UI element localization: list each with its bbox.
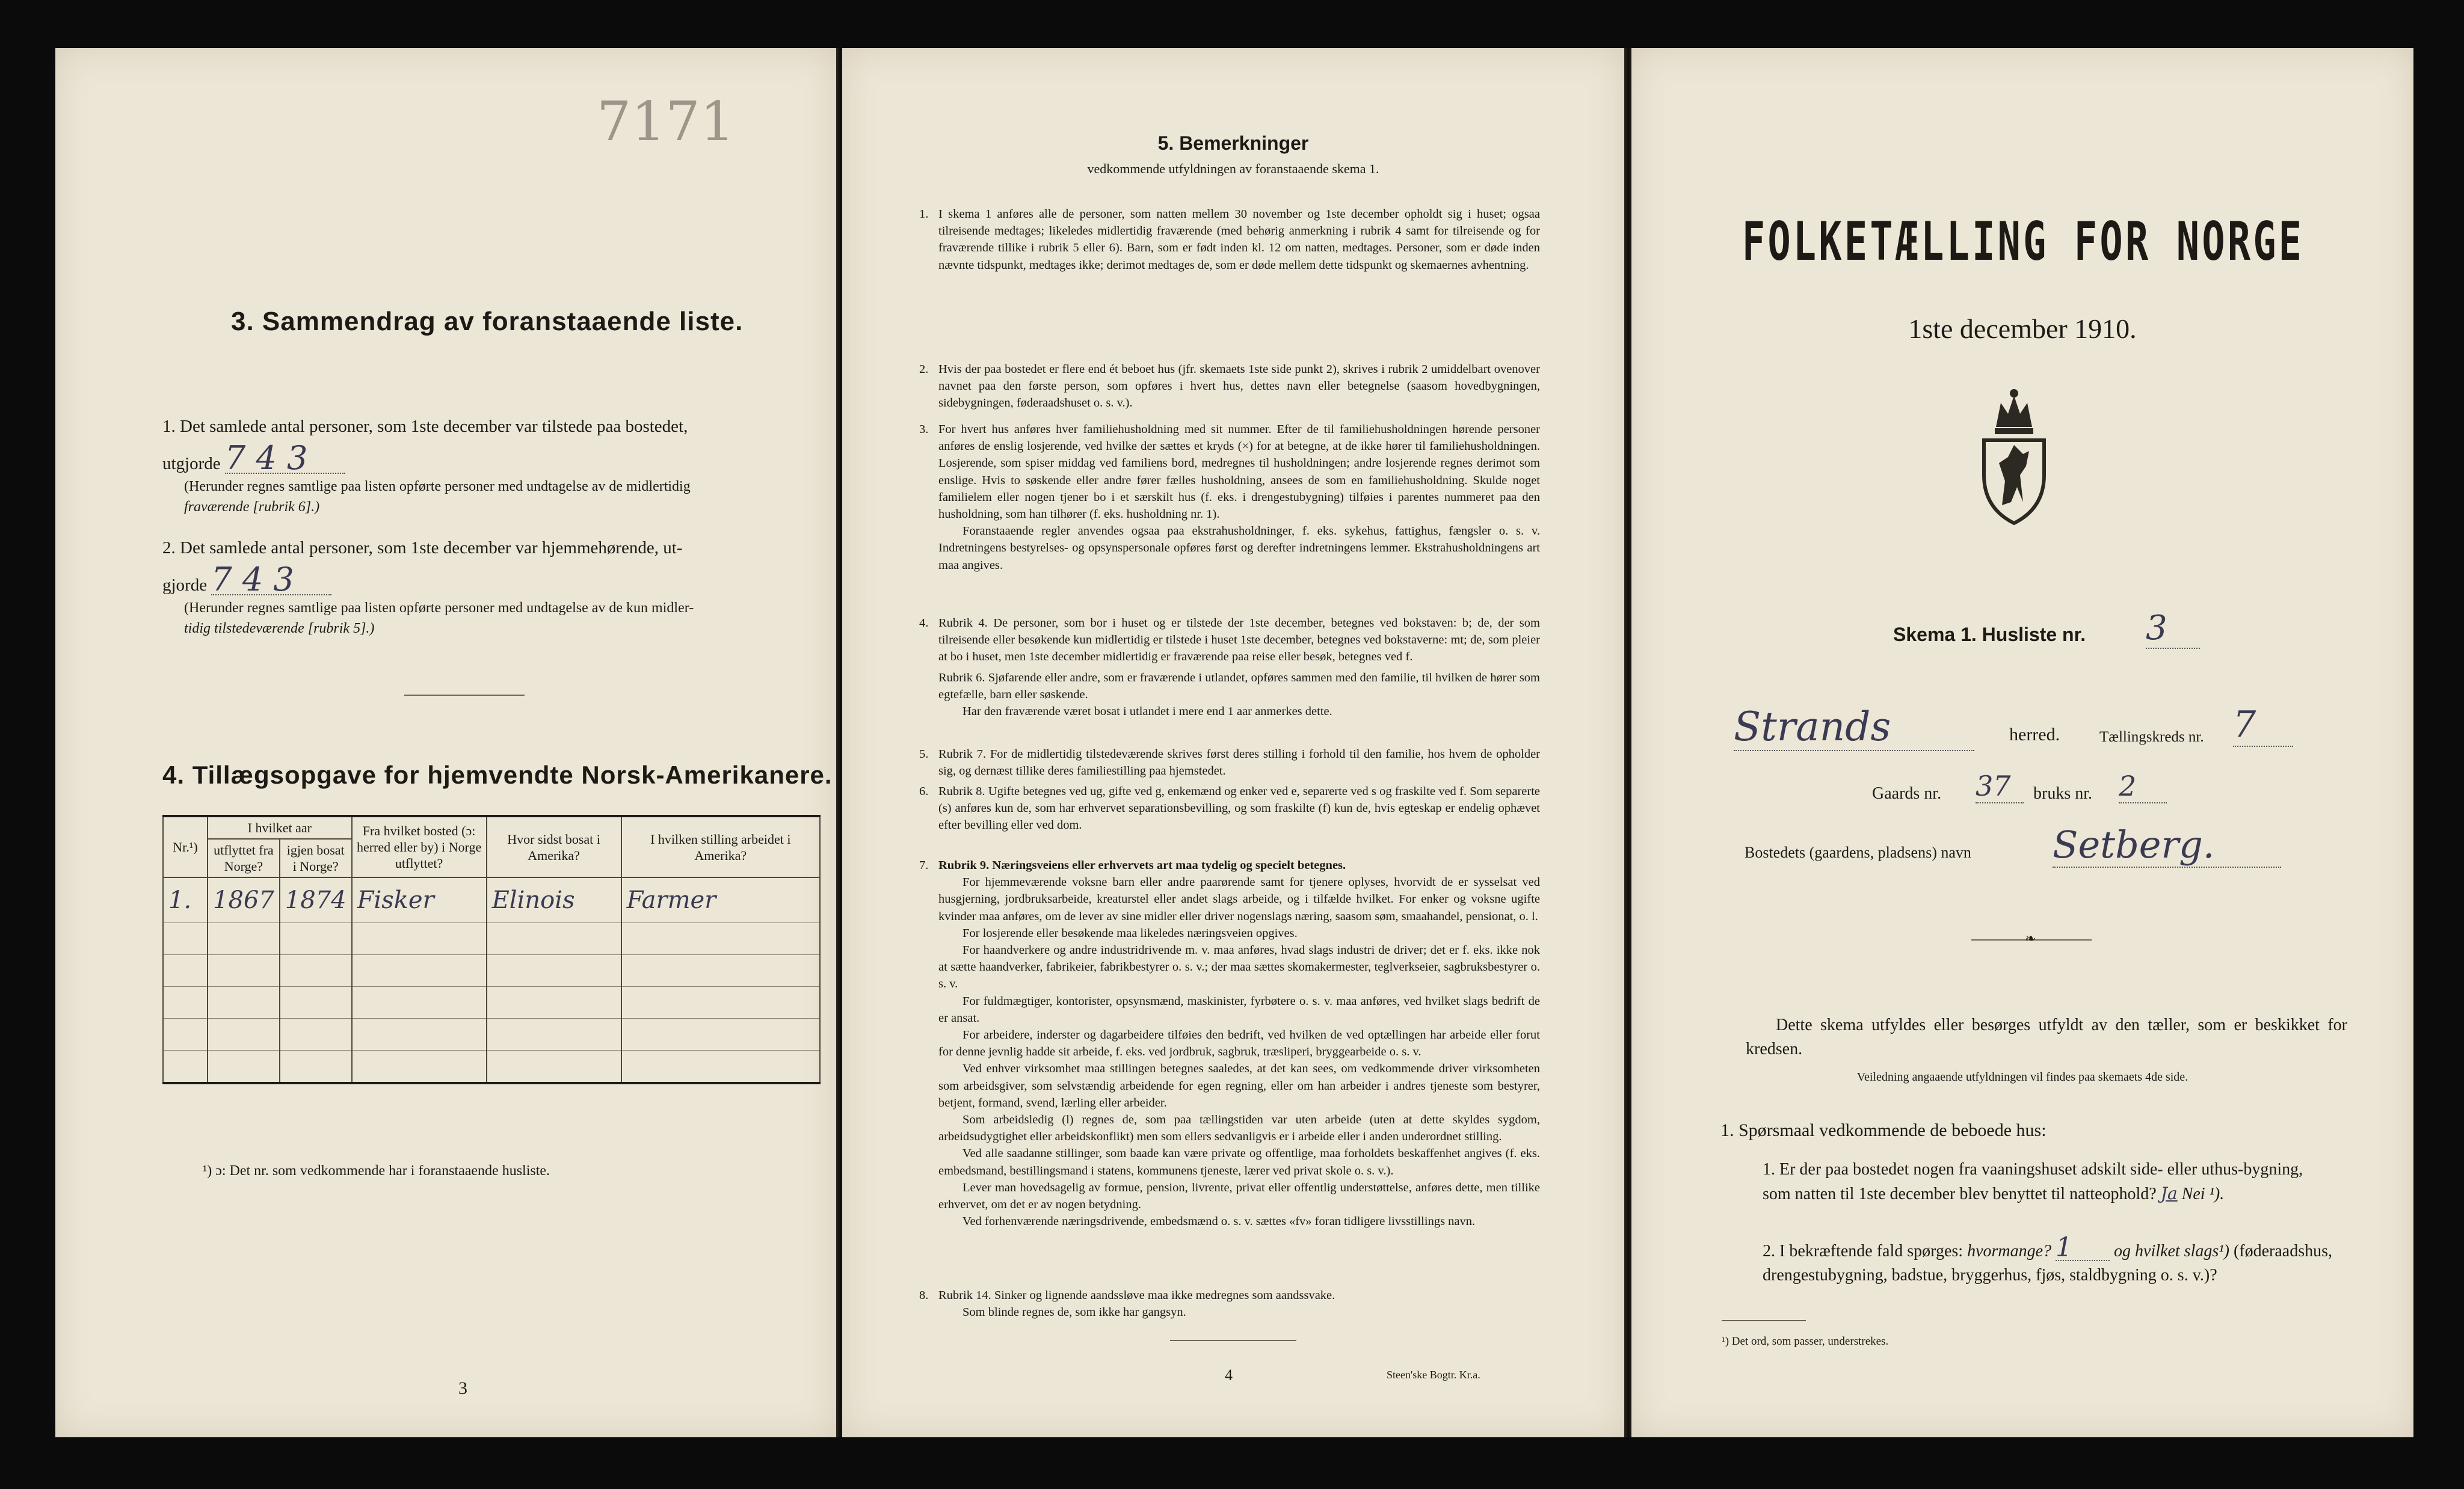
table-row	[163, 923, 820, 955]
col-amerika: Hvor sidst bosat i Amerika?	[487, 816, 621, 877]
page-middle	[842, 48, 1624, 1437]
remark-para: For arbeidere, inderster og dagarbeidere tilføies den bedrift, ved hvilken de ved optællingen har arbeide eller forut for denne jevnlig hadde sit arbeide, f. eks. ved jordbruk, sagbruk, træsliperi, bryggearbeide o. s. v.	[938, 1028, 1540, 1059]
remark-para: For fuldmægtiger, kontorister, opsynsmænd, maskinister, fyrbøtere o. s. v. maa anføres, ved hvilket slags bedrift de er ansat.	[938, 994, 1540, 1025]
remark-2	[919, 361, 1540, 412]
remark-text: Rubrik 6. Sjøfarende eller andre, som er fraværende i utlandet, opføres sammen med den familie, til hvilken de hører som egtefælle, barn eller søskende.	[938, 671, 1540, 701]
skema-label: Skema 1. Husliste nr.	[1893, 624, 2086, 645]
cell-bosted: Fisker	[352, 877, 487, 923]
cell-nr: 1.	[163, 877, 208, 923]
husliste-nr-value: 3	[2146, 609, 2200, 649]
col-nr: Nr.¹)	[163, 816, 208, 877]
remark-text: Foranstaaende regler anvendes ogsaa paa ekstrahusholdninger, f. eks. sykehus, fattighus, fængsler o. s. v. Indretningens bestyrelses- og opsynspersonale opføres først og derefter indretningens lemmer. Ekstrahusholdningens art maa angives.	[938, 524, 1540, 572]
sec3-item2-note2: tidig tilstedeværende [rubrik 5].)	[184, 621, 375, 636]
answer-nei: Nei ¹).	[2181, 1185, 2225, 1203]
section-3-title: 3. Sammendrag av foranstaaende liste.	[231, 307, 744, 336]
remark-text: Hvis der paa bostedet er flere end ét beboet hus (jfr. skemaets 1ste side punkt 2), skrives i rubrik 2 umiddelbart ovenover navnet paa den første person, som opføres i hvert hus, dettes navn eller betegnelse (saasom hovedbygningen, sidebygningen, føderaadshuset o. s. v.).	[938, 363, 1540, 410]
question-1-text: 1. Er der paa bostedet nogen fra vaaningshuset adskilt side- eller uthus-bygning, som natten til 1ste december blev benyttet til natteophold?	[1763, 1160, 2303, 1203]
remark-para: For hjemmeværende voksne barn eller andre paarørende samt for tjenere oplyses, hvorvidt de er sysselsat ved husgjerning, jordbruksarbeide, kreaturstel eller andet slags arbeide, og i tilfælde hvilket. For enker og voksne ugifte kvinder maa anføres, om de lever av sine midler eller driver nogenslags næring, saasom søm, smaahandel, pensionat, o. l.	[938, 876, 1540, 923]
page-right	[1631, 48, 2413, 1437]
remark-para: For haandverkere og andre industridrivende m. v. maa anføres, hvad slags industri de driver; det er f. eks. ikke nok at sætte haandverker, fabrikeier, fabrikbestyrer o. s. v.; der maa sættes skomakermester, teglverkseier, sagbruksbestyrer o. s. v.	[938, 944, 1540, 991]
question-2	[1763, 1232, 2334, 1288]
census-date: 1ste december 1910.	[1908, 313, 2137, 344]
sec3-item1	[162, 414, 824, 517]
sec3-item1-prefix: utgjorde	[162, 454, 221, 473]
remark-num: 8.	[919, 1289, 929, 1302]
bruks-value: 2	[2119, 770, 2167, 803]
sec3-item2-prefix: gjorde	[162, 576, 208, 595]
herred-label: herred.	[2009, 725, 2060, 744]
col-group-year: I hvilket aar	[208, 816, 352, 839]
table-row	[163, 877, 820, 923]
instruction-note: Veiledning angaaende utfyldningen vil findes paa skemaets 4de side.	[1856, 1070, 2188, 1084]
herred-value: Strands	[1734, 704, 1974, 751]
page-left	[55, 48, 836, 1437]
bemerkninger-title: 5. Bemerkninger	[1157, 132, 1309, 154]
remark-num: 7.	[919, 859, 929, 872]
question-heading: 1. Spørsmaal vedkommende de beboede hus:	[1720, 1120, 2047, 1140]
remark-text: Rubrik 9. Næringsveiens eller erhvervets art maa tydelig og specielt betegnes.	[938, 859, 1346, 872]
remark-8	[919, 1287, 1540, 1321]
page-number-4: 4	[1225, 1366, 1233, 1384]
col-utflyttet: utflyttet fra Norge?	[208, 839, 280, 877]
remark-para: Ved forhenværende næringsdrivende, embedsmænd o. s. v. sættes «fv» foran tidligere livsstillings navn.	[962, 1215, 1476, 1229]
col-bosted: Fra hvilket bosted (ɔ: herred eller by) i Norge utflyttet?	[352, 816, 487, 877]
remark-text: Rubrik 4. De personer, som bor i huset og er tilstede der 1ste december, betegnes ved bokstaven: b; de, der som tilreisende eller besøkende kun midlertidig er tilstede i huset 1ste december, betegnes ved bokstaverne: mt; de, som pleier at bo i huset, men 1ste december midlertidig er fraværende paa reise eller besøk, betegnes ved f.	[938, 616, 1540, 664]
remark-text: Har den fraværende været bosat i utlandet i mere end 1 aar anmerkes dette.	[962, 705, 1332, 719]
remark-para: Ved alle saadanne stillinger, som baade kan være private og offentlige, maa forholdets beskaffenhet angives (f. eks. embedsmand, bestillingsmand i statens, kommunens tjeneste, lærer ved privat skole o. s. v.).	[938, 1147, 1540, 1177]
answer-count: 1	[2056, 1236, 2110, 1261]
divider	[404, 695, 525, 696]
gaards-value: 37	[1976, 770, 2024, 803]
sec3-item2-value: 7 4 3	[211, 565, 331, 595]
remark-num: 3.	[919, 423, 929, 436]
remark-text: Som blinde regnes de, som ikke har gangsyn.	[962, 1306, 1186, 1319]
bemerkninger-subtitle: vedkommende utfyldningen av foranstaaende skema 1.	[1087, 161, 1379, 176]
remark-text: Rubrik 14. Sinker og lignende aandssløve maa ikke medregnes som aandssvake.	[938, 1289, 1335, 1302]
cell-stilling: Farmer	[621, 877, 820, 923]
answer-ja: Ja	[2160, 1184, 2178, 1203]
remark-7	[919, 857, 1540, 1230]
remark-text: I skema 1 anføres alle de personer, som natten mellem 30 november og 1ste december opholdt sig i huset; ogsaa tilreisende medtages; likeledes midlertidig fraværende (med behørig anmerkning i rubrik 4 samt for tilreisende og for fraværende tillike i rubrik 5 eller 6). Barn, som er født inden kl. 12 om natten, medtages. Personer, som er døde inden nævnte tidspunkt, medtages ikke; derimot medtages de, som er døde mellem dette tidspunkt og skemaernes avhentning.	[938, 207, 1540, 272]
remark-num: 1.	[919, 207, 929, 221]
census-title: FOLKETÆLLING FOR NORGE	[1742, 210, 2305, 272]
table-row	[163, 1019, 820, 1051]
remark-1	[919, 206, 1540, 274]
divider	[1170, 1340, 1296, 1341]
sec3-item2	[162, 535, 824, 639]
col-stilling: I hvilken stilling arbeidet i Amerika?	[621, 816, 820, 877]
bosted-label: Bostedets (gaardens, pladsens) navn	[1745, 844, 1971, 861]
remark-text: For hvert hus anføres hver familiehusholdning med sit nummer. Efter de til familiehusholdningen hørende personer anføres de enslig losjerende, ved hvilke der sættes et kryds (×) for at betegne, at de ikke hører til familiehusholdningen. Losjerende, som spiser middag ved familiens bord, medregnes til husholdningen; andre losjerende regnes derimot som enslige. Hvis to søskende eller andre fører fælles husholdning, ansees de som en familiehusholdning. Skulde noget familielem eller nogen tjener bo i et særskilt hus (f. eks. i drengestubygning) tilføies i parentes nummeret paa den husholdning, som han tilhører (f. eks. husholdning nr. 1).	[938, 423, 1540, 521]
table-row	[163, 1051, 820, 1084]
remark-num: 6.	[919, 785, 929, 798]
question-2-hvormange: hvormange?	[1967, 1242, 2052, 1260]
table-row	[163, 987, 820, 1019]
remark-para: For losjerende eller besøkende maa likeledes næringsveien opgives.	[962, 926, 1298, 940]
remark-4	[919, 615, 1540, 720]
footnote: ¹) Det ord, som passer, understrekes.	[1722, 1335, 1889, 1348]
instruction-text: Dette skema utfyldes eller besørges utfyldt av den tæller, som er beskikket for kredsen.	[1746, 1016, 2347, 1058]
table-row	[163, 955, 820, 987]
question-2-types: (føderaadshus, drengestubygning, badstue, bryggerhus, fjøs, staldbygning o. s. v.)?	[1763, 1242, 2333, 1285]
remark-para: Lever man hovedsagelig av formue, pension, livrente, privat eller offentlig understøttelse, anføres dette, men tillike erhvervet, om det er av nogen betydning.	[938, 1180, 1540, 1212]
gaards-label: Gaards nr.	[1872, 784, 1942, 803]
remark-para: Ved enhver virksomhet maa stillingen betegnes saaledes, at det kan sees, om vedkommende driver virksomheten som arbeidsgiver, som selvstændig arbeidende for egen regning, eller om han arbeider i andres tjeneste som bestyrer, betjent, formand, svend, lærling eller arbeider.	[938, 1062, 1540, 1110]
sec3-item1-text: 1. Det samlede antal personer, som 1ste december var tilstede paa bostedet,	[162, 417, 688, 436]
remark-text: Rubrik 8. Ugifte betegnes ved ug, gifte ved g, enkemænd og enker ved e, separerte ved s og fraskilte ved f. Som separerte (s) anføres kun de, som har erhvervet separationsbevilling, og som fraskilte (f) kun de, hvis egteskap er endelig ophævet efter bevilling eller ved dom.	[938, 785, 1540, 832]
sec3-item1-value: 7 4 3	[225, 444, 345, 474]
question-2-slags: og hvilket slags¹)	[2114, 1242, 2229, 1260]
sec3-item2-text: 2. Det samlede antal personer, som 1ste december var hjemmehørende, ut-	[162, 538, 683, 557]
remark-6	[919, 783, 1540, 834]
coat-of-arms-icon	[1972, 385, 2056, 529]
section-4-title: 4. Tillægsopgave for hjemvendte Norsk-Amerikanere.	[162, 761, 833, 789]
norsk-amerikanere-table	[162, 815, 821, 1084]
sec3-item1-note2: fraværende [rubrik 6].)	[184, 499, 320, 515]
kreds-value: 7	[2233, 704, 2293, 747]
printer-mark: Steen'ske Bogtr. Kr.a.	[1387, 1369, 1480, 1381]
col-igjen: igjen bosat i Norge?	[280, 839, 352, 877]
remark-num: 5.	[919, 748, 929, 761]
remark-5	[919, 746, 1540, 779]
footnote-rule	[1722, 1320, 1806, 1321]
kreds-label: Tællingskreds nr.	[2099, 729, 2204, 745]
question-1	[1763, 1158, 2334, 1206]
bruks-label: bruks nr.	[2033, 784, 2092, 803]
remark-num: 2.	[919, 363, 929, 376]
sec3-item2-note1: (Herunder regnes samtlige paa listen opførte personer med undtagelse av de kun midler-	[184, 600, 694, 616]
cell-utflyttet: 1867	[208, 877, 280, 923]
cell-amerika: Elinois	[487, 877, 621, 923]
ornament-icon: ❧	[2025, 931, 2036, 946]
pencil-note: 7171	[597, 90, 735, 153]
cell-igjen: 1874	[280, 877, 352, 923]
remark-num: 4.	[919, 616, 929, 630]
remark-text: Rubrik 7. For de midlertidig tilstedeværende skrives først deres stilling i forhold til den familie, hos hvem de opholder sig, og dernæst tillike deres familiestilling paa hjemstedet.	[938, 748, 1540, 778]
remark-para: Som arbeidsledig (l) regnes de, som paa tællingstiden var uten arbeide (uten at dette skyldes sygdom, arbeidsudygtighet eller arbeidskonflikt) men som ellers sedvanligvis er i arbeide eller i anden underordnet stilling.	[938, 1113, 1540, 1144]
sec3-item1-note1: (Herunder regnes samtlige paa listen opførte personer med undtagelse av de midlertidig	[184, 479, 691, 494]
page-number-3: 3	[458, 1378, 467, 1398]
remark-3	[919, 421, 1540, 574]
question-2-text: 2. I bekræftende fald spørges:	[1763, 1242, 1964, 1260]
table-footnote: ¹) ɔ: Det nr. som vedkommende har i foranstaaende husliste.	[203, 1163, 550, 1179]
bosted-value: Setberg.	[2053, 823, 2281, 868]
